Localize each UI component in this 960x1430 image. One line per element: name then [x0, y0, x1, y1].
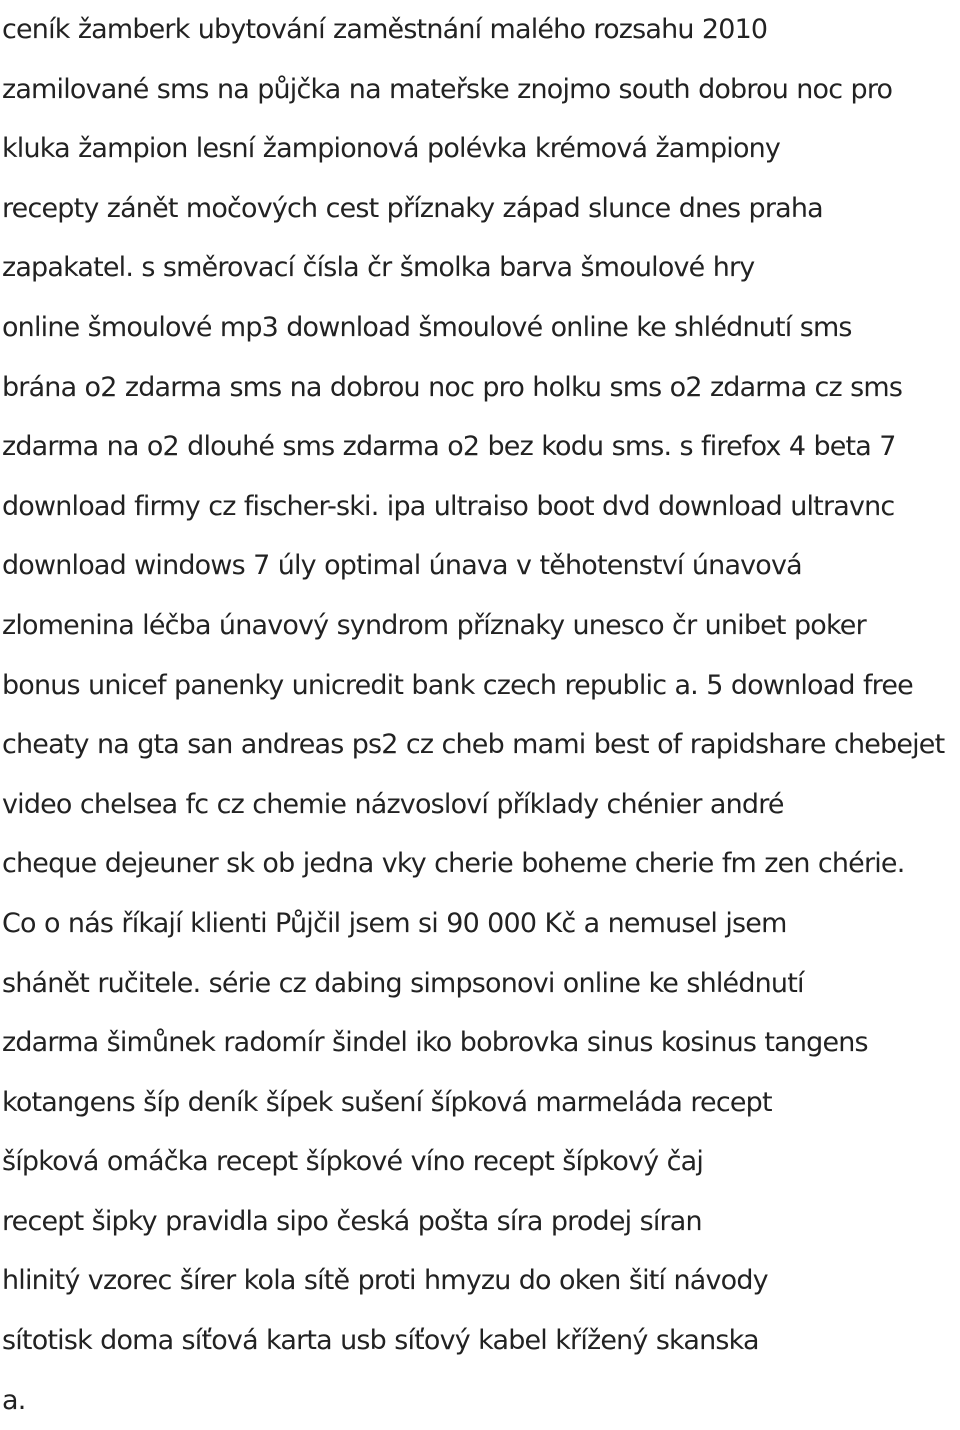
text-line: sítotisk doma síťová karta usb síťový kabel křížený skanska	[2, 1325, 759, 1357]
text-line: bonus unicef panenky unicredit bank czech republic a. 5 download free	[2, 669, 913, 701]
text-line: online šmoulové mp3 download šmoulové online ke shlédnutí sms	[2, 311, 852, 343]
text-line: download firmy cz fischer-ski. ipa ultraiso boot dvd download ultravnc	[2, 490, 895, 522]
text-line: ceník žamberk ubytování zaměstnání malého rozsahu 2010	[2, 14, 768, 45]
text-line: zdarma šimůnek radomír šindel iko bobrovka sinus kosinus tangens	[2, 1027, 868, 1059]
text-line: video chelsea fc cz chemie názvosloví příklady chénier andré	[2, 788, 784, 820]
text-line: recepty zánět močových cest příznaky západ slunce dnes praha	[2, 192, 823, 224]
text-line: zdarma na o2 dlouhé sms zdarma o2 bez kodu sms. s firefox 4 beta 7	[2, 431, 896, 463]
text-line: a.	[2, 1384, 26, 1416]
document-body	[2, 0, 960, 1430]
text-line: Co o nás říkají klienti Půjčil jsem si 90 000 Kč a nemusel jsem	[2, 907, 787, 939]
text-line: hlinitý vzorec šírer kola sítě proti hmyzu do oken šití návody	[2, 1265, 768, 1297]
text-line: kluka žampion lesní žampionová polévka krémová žampiony	[2, 133, 781, 165]
text-line: cheque dejeuner sk ob jedna vky cherie boheme cherie fm zen chérie.	[2, 848, 905, 880]
text-line: download windows 7 úly optimal únava v těhotenství únavová	[2, 550, 802, 582]
text-line: brána o2 zdarma sms na dobrou noc pro holku sms o2 zdarma cz sms	[2, 371, 903, 403]
text-line: zapakatel. s směrovací čísla čr šmolka barva šmoulové hry	[2, 252, 755, 284]
text-line: shánět ručitele. série cz dabing simpsonovi online ke shlédnutí	[2, 967, 804, 999]
text-line: zlomenina léčba únavový syndrom příznaky unesco čr unibet poker	[2, 609, 866, 641]
text-line: zamilované sms na půjčka na mateřske znojmo south dobrou noc pro	[2, 73, 893, 105]
text-line: kotangens šíp deník šípek sušení šípková marmeláda recept	[2, 1086, 772, 1118]
text-line: cheaty na gta san andreas ps2 cz cheb mami best of rapidshare chebejet	[2, 729, 945, 761]
text-line: šípková omáčka recept šípkové víno recept šípkový čaj	[2, 1146, 704, 1178]
text-line: recept šipky pravidla sipo česká pošta síra prodej síran	[2, 1205, 702, 1237]
